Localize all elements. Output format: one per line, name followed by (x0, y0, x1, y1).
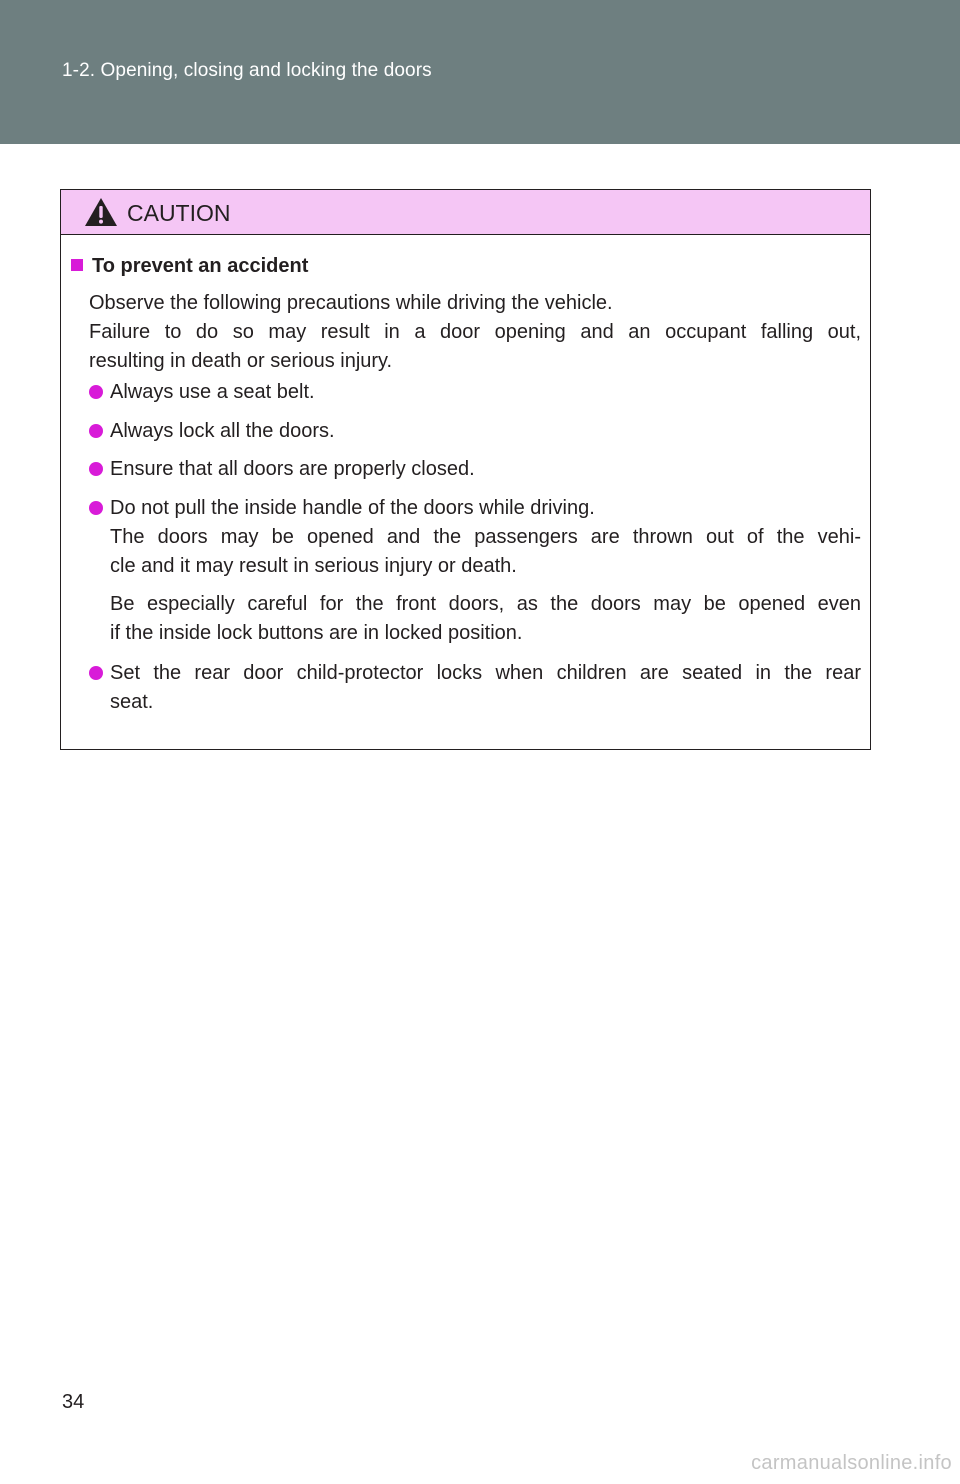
intro-line: resulting in death or serious injury. (89, 350, 393, 372)
page-number: 34 (62, 1391, 85, 1413)
square-bullet-icon (71, 259, 83, 271)
chapter-title: 1-2. Opening, closing and locking the doors (62, 60, 432, 81)
bullet-item: Always use a seat belt. (89, 378, 861, 407)
bullet-item: Ensure that all doors are properly closed. (89, 455, 861, 484)
bullet-dot-icon (89, 666, 103, 680)
caution-header (61, 190, 870, 235)
bullet-dot-icon (89, 462, 103, 476)
intro-line: Failure to do so may result in a door opening and an occupant falling out, (89, 321, 861, 343)
bullet-item: Set the rear door child-protector locks when children are seated in the rear seat. (89, 659, 861, 717)
page-header (0, 0, 960, 144)
watermark: carmanualsonline.info (751, 1452, 952, 1474)
intro-line: Observe the following precautions while driving the vehicle. (89, 292, 613, 314)
intro-paragraph (89, 289, 861, 376)
section-title: To prevent an accident (71, 255, 308, 278)
bullet-dot-icon (89, 501, 103, 515)
bullet-dot-icon (89, 424, 103, 438)
bullet-dot-icon (89, 385, 103, 399)
warning-triangle-icon (84, 197, 118, 227)
bullet-item: Do not pull the inside handle of the doors while driving. The doors may be opened and the passengers are thrown out of the vehi- cle and it may result in serious injury or death. Be especially careful for the front doors, as the doors may be opened even if the inside lock buttons are in locked position. (89, 494, 861, 648)
bullet-item: Always lock all the doors. (89, 417, 861, 446)
caution-label: CAUTION (127, 200, 231, 226)
caution-box (60, 189, 871, 750)
